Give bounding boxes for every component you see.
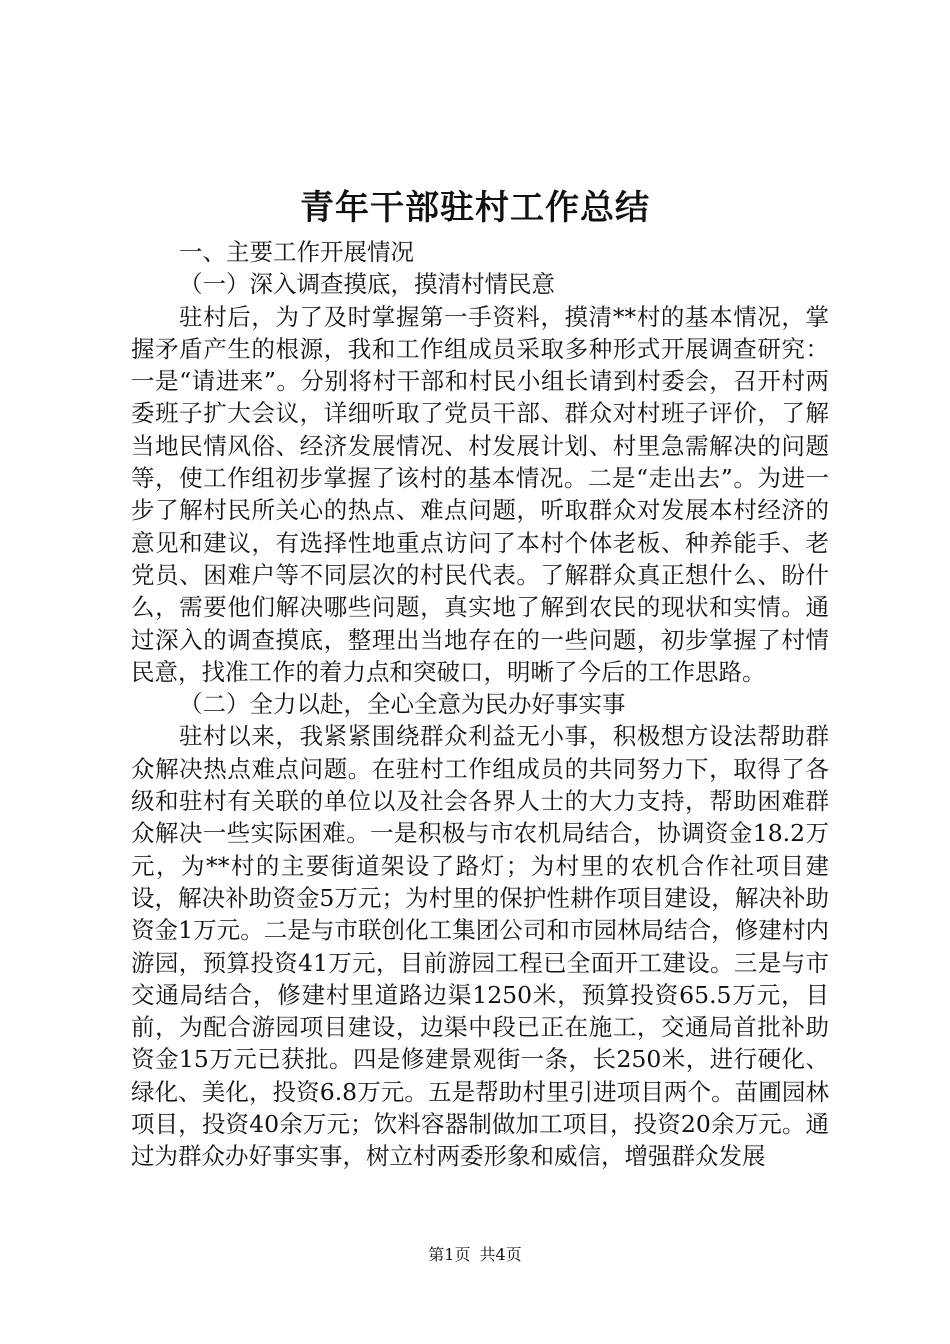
document-title: 青年干部驻村工作总结 xyxy=(300,188,650,228)
subsection-heading: （二）全力以赴，全心全意为民办好事实事 xyxy=(179,690,626,719)
page-footer xyxy=(0,1244,950,1266)
page-total: 共4页 xyxy=(479,1245,522,1264)
document-body xyxy=(131,236,829,1173)
section-heading: 一、主要工作开展情况 xyxy=(179,238,414,266)
page-number: 第1页 xyxy=(428,1245,471,1264)
body-paragraph: 驻村以来，我紧紧围绕群众利益无小事，积极想方设法帮助群众解决热点难点问题。在驻村工作组成员的共同努力下，取得了各级和驻村有关联的单位以及社会各界人士的大力支持，帮助困难群众解决一些实际困难。一是积极与市农机局结合，协调资金18.2万元，为**村的主要街道架设了路灯；为村里的农机合作社项目建设，解决补助资金5万元；为村里的保护性耕作项目建设，解决补助资金1万元。二是与市联创化工集团公司和市园林局结合，修建村内游园，预算投资41万元，目前游园工程已全面开工建设。三是与市交通局结合，修建村里道路边渠1250米，预算投资65.5万元，目前，为配合游园项目建设，边渠中段已正在施工，交通局首批补助资金15万元已获批。四是修建景观街一条，长250米，进行硬化、绿化、美化，投资6.8万元。五是帮助村里引进项目两个。苗圃园林项目，投资40余万元；饮料容器制做加工项目，投资20余万元。通过为群众办好事实事，树立村两委形象和威信，增强群众发展 xyxy=(131,722,829,1171)
body-paragraph: 驻村后，为了及时掌握第一手资料，摸清**村的基本情况，掌握矛盾产生的根源，我和工作组成员采取多种形式开展调查研究：一是“请进来”。分别将村干部和村民小组长请到村委会，召开村两委班子扩大会议，详细听取了党员干部、群众对村班子评价，了解当地民情风俗、经济发展情况、村发展计划、村里急需解决的问题等，使工作组初步掌握了该村的基本情况。二是“走出去”。为进一步了解村民所关心的热点、难点问题，听取群众对发展本村经济的意见和建议，有选择性地重点访问了本村个体老板、种养能手、老党员、困难户等不同层次的村民代表。了解群众真正想什么、盼什么，需要他们解决哪些问题，真实地了解到农民的现状和实情。通过深入的调查摸底，整理出当地存在的一些问题，初步掌握了村情民意，找准工作的着力点和突破口，明晰了今后的工作思路。 xyxy=(131,302,829,686)
subsection-heading: （一）深入调查摸底，摸清村情民意 xyxy=(179,270,555,299)
